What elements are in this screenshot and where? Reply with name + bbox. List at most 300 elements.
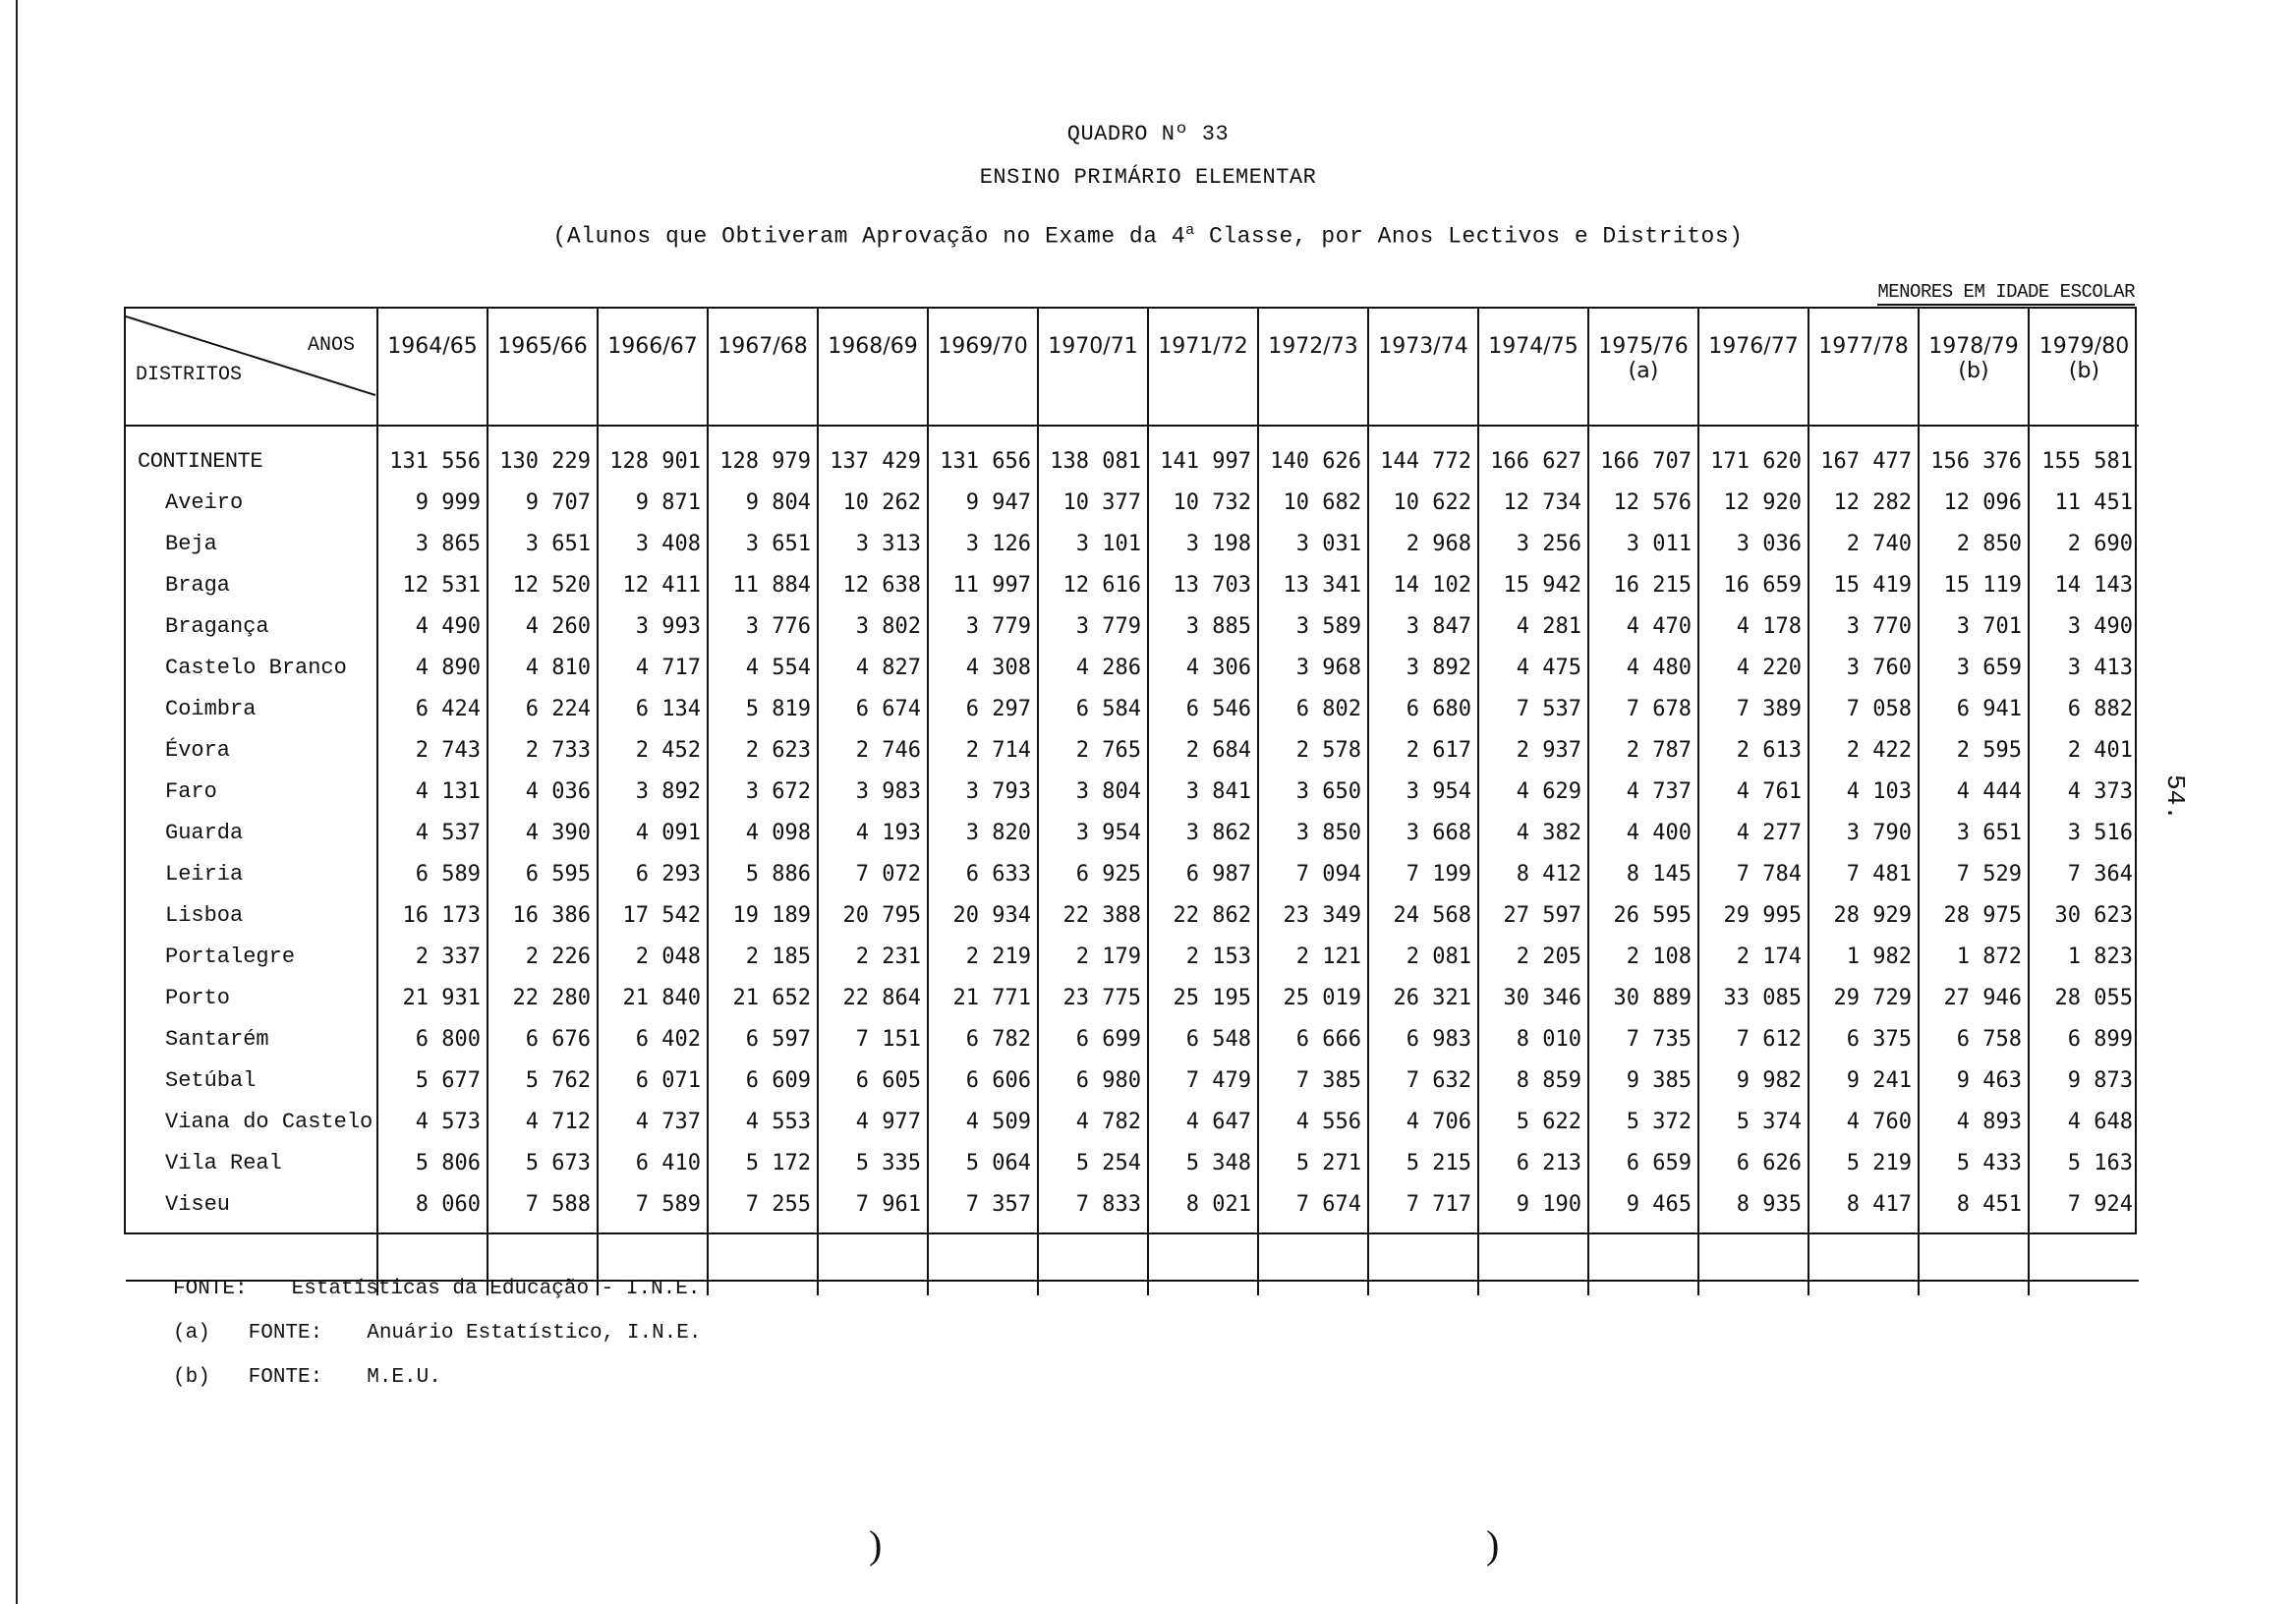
value-cell: 6 071: [598, 1060, 708, 1101]
value-cell: 6 375: [1808, 1018, 1919, 1060]
value-cell: 4 554: [708, 647, 818, 688]
value-cell: 9 982: [1698, 1060, 1808, 1101]
value-cell: 7 094: [1258, 853, 1368, 894]
year-header: [928, 309, 1038, 426]
value-cell: 166 707: [1588, 426, 1698, 482]
value-cell: 8 060: [377, 1183, 488, 1225]
value-cell: 6 589: [377, 853, 488, 894]
value-cell: 9 241: [1808, 1060, 1919, 1101]
value-cell: 4 629: [1478, 771, 1588, 812]
value-cell: 4 490: [377, 605, 488, 647]
value-cell: 8 451: [1919, 1183, 2029, 1225]
value-cell: 4 717: [598, 647, 708, 688]
value-cell: 7 072: [818, 853, 928, 894]
value-cell: 4 193: [818, 812, 928, 853]
value-cell: 2 179: [1038, 936, 1148, 977]
value-cell: 4 553: [708, 1101, 818, 1142]
value-cell: 3 790: [1808, 812, 1919, 853]
value-cell: 24 568: [1368, 894, 1478, 936]
value-cell: 6 595: [488, 853, 598, 894]
value-cell: 8 021: [1148, 1183, 1258, 1225]
value-cell: 9 804: [708, 482, 818, 523]
value-cell: 28 055: [2029, 977, 2139, 1018]
value-cell: 171 620: [1698, 426, 1808, 482]
value-cell: 6 674: [818, 688, 928, 729]
value-cell: 3 820: [928, 812, 1038, 853]
district-name: Santarém: [165, 1026, 269, 1052]
value-cell: 6 293: [598, 853, 708, 894]
value-cell: 2 205: [1478, 936, 1588, 977]
value-cell: 6 402: [598, 1018, 708, 1060]
table-header-row: [126, 309, 2139, 426]
value-cell: 22 864: [818, 977, 928, 1018]
corner-label-distritos: DISTRITOS: [136, 364, 243, 386]
blank-cell: [488, 1225, 598, 1281]
value-cell: 5 673: [488, 1142, 598, 1183]
menores-label: MENORES EM IDADE ESCOLAR: [1877, 281, 2135, 306]
value-cell: 12 520: [488, 564, 598, 605]
value-cell: 10 732: [1148, 482, 1258, 523]
value-cell: 9 707: [488, 482, 598, 523]
table-row: [126, 482, 2139, 523]
value-cell: 3 413: [2029, 647, 2139, 688]
footnote-b-key: (b): [173, 1366, 210, 1389]
value-cell: 14 102: [1368, 564, 1478, 605]
value-cell: 6 224: [488, 688, 598, 729]
value-cell: 8 145: [1588, 853, 1698, 894]
value-cell: 6 676: [488, 1018, 598, 1060]
value-cell: 3 804: [1038, 771, 1148, 812]
value-cell: 6 546: [1148, 688, 1258, 729]
value-cell: 3 651: [1919, 812, 2029, 853]
value-cell: 16 659: [1698, 564, 1808, 605]
value-cell: 3 892: [598, 771, 708, 812]
value-cell: 9 999: [377, 482, 488, 523]
value-cell: 5 215: [1368, 1142, 1478, 1183]
table-row: [126, 936, 2139, 977]
value-cell: 2 219: [928, 936, 1038, 977]
value-cell: 4 712: [488, 1101, 598, 1142]
value-cell: 13 703: [1148, 564, 1258, 605]
value-cell: 5 335: [818, 1142, 928, 1183]
value-cell: 4 893: [1919, 1101, 2029, 1142]
value-cell: 4 308: [928, 647, 1038, 688]
value-cell: 12 411: [598, 564, 708, 605]
blank-cell: [928, 1281, 1038, 1295]
value-cell: 29 995: [1698, 894, 1808, 936]
value-cell: 2 623: [708, 729, 818, 771]
value-cell: 3 802: [818, 605, 928, 647]
value-cell: 8 935: [1698, 1183, 1808, 1225]
value-cell: 2 740: [1808, 523, 1919, 564]
value-cell: 4 475: [1478, 647, 1588, 688]
value-cell: 12 096: [1919, 482, 2029, 523]
table-row-continente: [126, 426, 2139, 482]
value-cell: 20 934: [928, 894, 1038, 936]
value-cell: 7 389: [1698, 688, 1808, 729]
value-cell: 4 537: [377, 812, 488, 853]
value-cell: 28 975: [1919, 894, 2029, 936]
value-cell: 4 260: [488, 605, 598, 647]
value-cell: 4 648: [2029, 1101, 2139, 1142]
value-cell: 7 481: [1808, 853, 1919, 894]
value-cell: 2 185: [708, 936, 818, 977]
value-cell: 21 771: [928, 977, 1038, 1018]
value-cell: 30 889: [1588, 977, 1698, 1018]
value-cell: 2 617: [1368, 729, 1478, 771]
value-cell: 1 982: [1808, 936, 1919, 977]
blank-cell: [1698, 1281, 1808, 1295]
value-cell: 3 490: [2029, 605, 2139, 647]
value-cell: 3 993: [598, 605, 708, 647]
value-cell: 4 091: [598, 812, 708, 853]
value-cell: 7 151: [818, 1018, 928, 1060]
value-cell: 3 651: [708, 523, 818, 564]
value-cell: 4 036: [488, 771, 598, 812]
value-cell: 6 213: [1478, 1142, 1588, 1183]
value-cell: 28 929: [1808, 894, 1919, 936]
blank-cell: [1478, 1281, 1588, 1295]
year-label: 1978/79: [1928, 334, 2019, 359]
value-cell: 4 556: [1258, 1101, 1368, 1142]
value-cell: 6 758: [1919, 1018, 2029, 1060]
value-cell: 10 262: [818, 482, 928, 523]
value-cell: 3 954: [1368, 771, 1478, 812]
value-cell: 12 638: [818, 564, 928, 605]
value-cell: 2 690: [2029, 523, 2139, 564]
blank-cell: [928, 1225, 1038, 1281]
year-header: [1588, 309, 1698, 426]
value-cell: 2 452: [598, 729, 708, 771]
value-cell: 12 920: [1698, 482, 1808, 523]
year-label: 1970/71: [1048, 334, 1138, 359]
value-cell: 4 977: [818, 1101, 928, 1142]
value-cell: 8 417: [1808, 1183, 1919, 1225]
value-cell: 6 424: [377, 688, 488, 729]
value-cell: 3 760: [1808, 647, 1919, 688]
value-cell: 3 036: [1698, 523, 1808, 564]
table-row: [126, 771, 2139, 812]
table-body: [126, 426, 2139, 1295]
value-cell: 6 605: [818, 1060, 928, 1101]
value-cell: 8 010: [1478, 1018, 1588, 1060]
value-cell: 5 622: [1478, 1101, 1588, 1142]
value-cell: 3 313: [818, 523, 928, 564]
value-cell: 4 444: [1919, 771, 2029, 812]
value-cell: 5 271: [1258, 1142, 1368, 1183]
district-name: Lisboa: [165, 902, 244, 928]
value-cell: 2 850: [1919, 523, 2029, 564]
value-cell: 4 647: [1148, 1101, 1258, 1142]
value-cell: 130 229: [488, 426, 598, 482]
quadro-number: QUADRO Nº 33: [1066, 122, 1230, 146]
value-cell: 26 595: [1588, 894, 1698, 936]
value-cell: 4 220: [1698, 647, 1808, 688]
year-header: [1698, 309, 1808, 426]
table-row: [126, 564, 2139, 605]
value-cell: 22 862: [1148, 894, 1258, 936]
value-cell: 30 346: [1478, 977, 1588, 1018]
value-cell: 5 372: [1588, 1101, 1698, 1142]
value-cell: 6 802: [1258, 688, 1368, 729]
value-cell: 3 126: [928, 523, 1038, 564]
year-label: 1967/68: [718, 334, 808, 359]
district-name: Braga: [165, 572, 231, 598]
value-cell: 7 529: [1919, 853, 2029, 894]
table-row: [126, 812, 2139, 853]
table-row: [126, 605, 2139, 647]
value-cell: 13 341: [1258, 564, 1368, 605]
value-cell: 4 131: [377, 771, 488, 812]
blank-cell: [2029, 1281, 2139, 1295]
year-header: [598, 309, 708, 426]
value-cell: 7 961: [818, 1183, 928, 1225]
value-cell: 26 321: [1368, 977, 1478, 1018]
value-cell: 8 412: [1478, 853, 1588, 894]
year-label: 1979/80: [2038, 334, 2130, 359]
blank-cell: [2029, 1225, 2139, 1281]
district-name: Coimbra: [165, 696, 257, 721]
year-header: [1148, 309, 1258, 426]
value-cell: 12 734: [1478, 482, 1588, 523]
value-cell: 2 743: [377, 729, 488, 771]
value-cell: 6 609: [708, 1060, 818, 1101]
value-cell: 23 775: [1038, 977, 1148, 1018]
value-cell: 15 942: [1478, 564, 1588, 605]
year-header: [1038, 309, 1148, 426]
value-cell: 21 931: [377, 977, 488, 1018]
value-cell: 2 174: [1698, 936, 1808, 977]
value-cell: 6 925: [1038, 853, 1148, 894]
value-cell: 6 606: [928, 1060, 1038, 1101]
blank-cell: [598, 1225, 708, 1281]
footnote-a-label: FONTE:: [248, 1322, 323, 1345]
blank-cell: [1368, 1225, 1478, 1281]
year-header: [1919, 309, 2029, 426]
blank-cell: [1258, 1281, 1368, 1295]
value-cell: 4 306: [1148, 647, 1258, 688]
value-cell: 3 701: [1919, 605, 2029, 647]
value-cell: 6 882: [2029, 688, 2139, 729]
value-cell: 138 081: [1038, 426, 1148, 482]
value-cell: 9 385: [1588, 1060, 1698, 1101]
value-cell: 6 899: [2029, 1018, 2139, 1060]
subtitle-pre: (Alunos que Obtiveram Aprovação no Exame da 4: [552, 223, 1186, 250]
value-cell: 17 542: [598, 894, 708, 936]
value-cell: 11 451: [2029, 482, 2139, 523]
year-note: (a): [1628, 359, 1659, 383]
value-cell: 2 153: [1148, 936, 1258, 977]
value-cell: 6 410: [598, 1142, 708, 1183]
value-cell: 6 941: [1919, 688, 2029, 729]
year-header: [1368, 309, 1478, 426]
value-cell: 4 103: [1808, 771, 1919, 812]
value-cell: 16 386: [488, 894, 598, 936]
table-row: [126, 729, 2139, 771]
data-table: [126, 309, 2139, 1295]
value-cell: 4 737: [598, 1101, 708, 1142]
value-cell: 9 873: [2029, 1060, 2139, 1101]
year-label: 1968/69: [828, 334, 918, 359]
value-cell: 4 760: [1808, 1101, 1919, 1142]
table-row: [126, 977, 2139, 1018]
value-cell: 15 119: [1919, 564, 2029, 605]
blank-cell: [1698, 1225, 1808, 1281]
blank-cell: [126, 1225, 377, 1281]
year-label: 1975/76: [1598, 334, 1689, 359]
blank-cell: [1588, 1281, 1698, 1295]
blank-cell: [1038, 1225, 1148, 1281]
value-cell: 11 884: [708, 564, 818, 605]
year-header: [818, 309, 928, 426]
value-cell: 6 980: [1038, 1060, 1148, 1101]
value-cell: 6 626: [1698, 1142, 1808, 1183]
value-cell: 5 219: [1808, 1142, 1919, 1183]
value-cell: 27 946: [1919, 977, 2029, 1018]
blank-cell: [1258, 1225, 1368, 1281]
table-row: [126, 688, 2139, 729]
value-cell: 12 576: [1588, 482, 1698, 523]
district-name: CONTINENTE: [138, 448, 263, 474]
blank-cell: [1038, 1281, 1148, 1295]
value-cell: 3 589: [1258, 605, 1368, 647]
value-cell: 20 795: [818, 894, 928, 936]
value-cell: 5 762: [488, 1060, 598, 1101]
value-cell: 3 198: [1148, 523, 1258, 564]
value-cell: 10 377: [1038, 482, 1148, 523]
value-cell: 12 531: [377, 564, 488, 605]
value-cell: 3 516: [2029, 812, 2139, 853]
value-cell: 5 806: [377, 1142, 488, 1183]
year-label: 1966/67: [607, 334, 698, 359]
value-cell: 137 429: [818, 426, 928, 482]
table-blank-row: [126, 1225, 2139, 1281]
value-cell: 7 784: [1698, 853, 1808, 894]
value-cell: 2 337: [377, 936, 488, 977]
value-cell: 5 163: [2029, 1142, 2139, 1183]
value-cell: 8 859: [1478, 1060, 1588, 1101]
value-cell: 5 433: [1919, 1142, 2029, 1183]
district-name: Guarda: [165, 820, 244, 845]
value-cell: 131 556: [377, 426, 488, 482]
value-cell: 27 597: [1478, 894, 1588, 936]
table-row: [126, 647, 2139, 688]
table-row: [126, 1018, 2139, 1060]
value-cell: 2 422: [1808, 729, 1919, 771]
value-cell: 9 947: [928, 482, 1038, 523]
value-cell: 2 231: [818, 936, 928, 977]
year-note: (b): [2068, 359, 2100, 383]
value-cell: 6 659: [1588, 1142, 1698, 1183]
district-name: Portalegre: [165, 944, 296, 969]
value-cell: 3 779: [1038, 605, 1148, 647]
value-cell: 7 678: [1588, 688, 1698, 729]
value-cell: 155 581: [2029, 426, 2139, 482]
footnote-a: [173, 1322, 701, 1345]
value-cell: 21 652: [708, 977, 818, 1018]
value-cell: 15 419: [1808, 564, 1919, 605]
year-note: (b): [1958, 359, 1989, 383]
page-title: ENSINO PRIMÁRIO ELEMENTAR: [979, 165, 1317, 190]
value-cell: 7 199: [1368, 853, 1478, 894]
value-cell: 5 677: [377, 1060, 488, 1101]
value-cell: 10 682: [1258, 482, 1368, 523]
subtitle-superscript: a: [1185, 222, 1195, 239]
value-cell: 12 282: [1808, 482, 1919, 523]
year-label: 1973/74: [1378, 334, 1468, 359]
footnote-b: [173, 1366, 701, 1389]
value-cell: 4 509: [928, 1101, 1038, 1142]
value-cell: 2 765: [1038, 729, 1148, 771]
value-cell: 3 031: [1258, 523, 1368, 564]
blank-cell: [1919, 1281, 2029, 1295]
value-cell: 4 178: [1698, 605, 1808, 647]
value-cell: 6 680: [1368, 688, 1478, 729]
value-cell: 6 597: [708, 1018, 818, 1060]
value-cell: 7 735: [1588, 1018, 1698, 1060]
value-cell: 3 651: [488, 523, 598, 564]
blank-cell: [1148, 1225, 1258, 1281]
district-name: Viseu: [165, 1191, 231, 1217]
footnote-source-label: FONTE:: [173, 1278, 248, 1300]
value-cell: 6 134: [598, 688, 708, 729]
value-cell: 4 382: [1478, 812, 1588, 853]
value-cell: 6 782: [928, 1018, 1038, 1060]
value-cell: 7 385: [1258, 1060, 1368, 1101]
value-cell: 10 622: [1368, 482, 1478, 523]
value-cell: 2 081: [1368, 936, 1478, 977]
value-cell: 25 195: [1148, 977, 1258, 1018]
blank-cell: [1808, 1281, 1919, 1295]
footnote-a-key: (a): [173, 1322, 210, 1345]
year-header: [377, 309, 488, 426]
value-cell: 2 578: [1258, 729, 1368, 771]
value-cell: 4 827: [818, 647, 928, 688]
blank-cell: [1919, 1225, 2029, 1281]
district-name: Setúbal: [165, 1067, 257, 1093]
data-table-frame: [124, 307, 2137, 1234]
year-header: [708, 309, 818, 426]
blank-cell: [1478, 1225, 1588, 1281]
value-cell: 2 684: [1148, 729, 1258, 771]
year-label: 1971/72: [1158, 334, 1248, 359]
value-cell: 128 901: [598, 426, 708, 482]
value-cell: 3 983: [818, 771, 928, 812]
value-cell: 4 281: [1478, 605, 1588, 647]
value-cell: 4 573: [377, 1101, 488, 1142]
value-cell: 3 011: [1588, 523, 1698, 564]
value-cell: 4 890: [377, 647, 488, 688]
value-cell: 6 584: [1038, 688, 1148, 729]
blank-cell: [377, 1225, 488, 1281]
value-cell: 7 612: [1698, 1018, 1808, 1060]
value-cell: 4 286: [1038, 647, 1148, 688]
value-cell: 7 588: [488, 1183, 598, 1225]
value-cell: 7 537: [1478, 688, 1588, 729]
value-cell: 2 613: [1698, 729, 1808, 771]
value-cell: 2 121: [1258, 936, 1368, 977]
year-label: 1965/66: [497, 334, 588, 359]
table-row: [126, 523, 2139, 564]
value-cell: 166 627: [1478, 426, 1588, 482]
blank-cell: [1148, 1281, 1258, 1295]
value-cell: 7 833: [1038, 1183, 1148, 1225]
value-cell: 7 589: [598, 1183, 708, 1225]
value-cell: 3 256: [1478, 523, 1588, 564]
value-cell: 3 892: [1368, 647, 1478, 688]
district-name: Viana do Castelo: [165, 1109, 373, 1134]
value-cell: 144 772: [1368, 426, 1478, 482]
